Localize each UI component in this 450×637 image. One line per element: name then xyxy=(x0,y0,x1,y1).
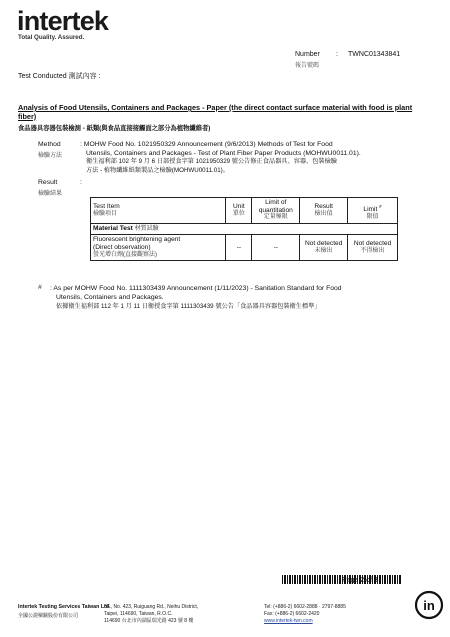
footer-tel: Tel: (+886-2) 6602-2888 · 2797-8885 xyxy=(264,604,346,610)
method-line-1: : MOHW Food No. 1021950329 Announcement (9/6/2013) Methods of Test for Food xyxy=(80,141,333,148)
report-number-value: TWNC01343841 xyxy=(348,51,401,58)
header-limit-text xyxy=(350,203,395,214)
section-label: Material Test xyxy=(93,224,133,232)
header-result-text: Result xyxy=(314,203,334,210)
header-unit-text: Unit xyxy=(232,203,245,210)
header-limit xyxy=(348,198,398,224)
section-row xyxy=(91,223,398,235)
footer-fax: Fax: (+886-2) 6602-2420 xyxy=(264,611,320,617)
header-test-item-zh: 檢驗項目 xyxy=(93,210,118,217)
in-logo-text: in xyxy=(423,598,435,613)
method-line-3: 衛生福利部 102 年 9 月 6 日部授食字第 1021950329 號公告修正食品器具、容器、包裝檢驗 xyxy=(86,158,337,166)
table-header-row xyxy=(91,198,398,224)
section-material-test xyxy=(91,223,398,235)
footer-address xyxy=(104,604,254,625)
row-item-line2: (Direct observation) xyxy=(93,243,151,251)
method-label: Method xyxy=(38,141,61,148)
header-unit-zh: 單位 xyxy=(232,210,245,217)
cell-result xyxy=(300,235,348,261)
row-limit-zh: 不得檢出 xyxy=(360,247,385,254)
test-conducted-label: Test Conducted 測試內容 : xyxy=(18,73,101,80)
row-result: Not detected xyxy=(304,240,343,248)
cell-test-item xyxy=(91,235,226,261)
footer-address-line1: 8F., No. 423, Ruiguang Rd., Neihu District, xyxy=(104,604,199,610)
footnote-text xyxy=(50,284,420,311)
method-text xyxy=(80,141,420,175)
header-loq-line1: Limit of xyxy=(265,199,287,206)
result-colon: : xyxy=(80,179,82,186)
method-line-2: Utensils, Containers and Packages - Test of Plant Fiber Paper Products (MOHWU0011.01). xyxy=(86,149,361,157)
cell-limit xyxy=(348,235,398,261)
header-result-zh: 檢出值 xyxy=(314,210,333,217)
footer-address-line2: Taipei, 114690, Taiwan, R.O.C. xyxy=(104,611,173,617)
header-unit xyxy=(226,198,252,224)
intertek-in-logo-icon xyxy=(414,590,444,625)
method-line-4: 方法 - 植物纖維紙類製品之檢驗(MOHWU0011.01)。 xyxy=(86,166,229,174)
row-item-zh: 螢光增白劑(直接觀察法) xyxy=(93,251,157,258)
header-loq-zh: 定量極限 xyxy=(263,214,288,221)
footer-website-link[interactable]: www.intertek-twn.com xyxy=(264,618,313,624)
header-limit-label: Limit xyxy=(363,206,378,214)
footer-address-zh: 114690 台北市內湖區瑞光路 423 號 8 樓 xyxy=(104,618,194,624)
analysis-subtitle-zh: 食品器具容器包裝檢測 - 紙類(與食品直接接觸面之部分為植物纖維者) xyxy=(18,125,211,132)
header-limit-sup: # xyxy=(379,204,382,209)
page-number: Page 2 of 3 xyxy=(342,577,378,584)
footnote-line-1: : As per MOHW Food No. 1111303439 Announcement (1/11/2023) - Sanitation Standard for Food xyxy=(50,285,342,292)
result-label: Result xyxy=(38,179,58,186)
header-loq-line2: quantitation xyxy=(258,206,293,214)
analysis-title: Analysis of Food Utensils, Containers and Packages - Paper (the direct contact surface material with food is plant fiber) xyxy=(18,103,413,121)
row-limit: Not detected xyxy=(353,240,392,248)
results-table xyxy=(90,197,398,261)
intertek-logo: intertek xyxy=(17,6,109,36)
header-loq xyxy=(252,198,300,224)
header-test-item xyxy=(91,198,226,224)
report-number-colon: : xyxy=(336,51,338,58)
table-row xyxy=(91,235,398,261)
footer-company: Intertek Testing Services Taiwan Ltd. xyxy=(18,604,111,610)
header-test-item-text: Test Item xyxy=(93,203,120,210)
logo-tagline: Total Quality. Assured. xyxy=(18,34,85,41)
footnote-line-3: 依據衛生福利部 112 年 1 月 11 日衛授食字第 1111303439 號公告「食品器具容器包裝衛生標準」 xyxy=(56,303,321,310)
cell-loq: -- xyxy=(252,235,300,261)
row-item-line1: Fluorescent brightening agent xyxy=(93,236,181,244)
footer-contact xyxy=(264,604,374,625)
footer-company-zh: 全國公證檢驗股份有限公司 xyxy=(18,613,79,619)
report-number-label: Number xyxy=(295,51,320,58)
report-number-label-zh: 報告號碼 xyxy=(295,63,320,69)
method-label-zh: 檢驗方法 xyxy=(38,153,63,159)
row-result-zh: 未檢出 xyxy=(314,247,333,254)
header-result xyxy=(300,198,348,224)
footnote-line-2: Utensils, Containers and Packages. xyxy=(56,294,164,301)
footnote-mark: # xyxy=(38,284,42,291)
section-label-zh: 材質試驗 xyxy=(134,225,159,232)
result-label-zh: 檢驗結果 xyxy=(38,191,63,197)
cell-unit: -- xyxy=(226,235,252,261)
header-limit-zh: 限值 xyxy=(366,213,379,220)
